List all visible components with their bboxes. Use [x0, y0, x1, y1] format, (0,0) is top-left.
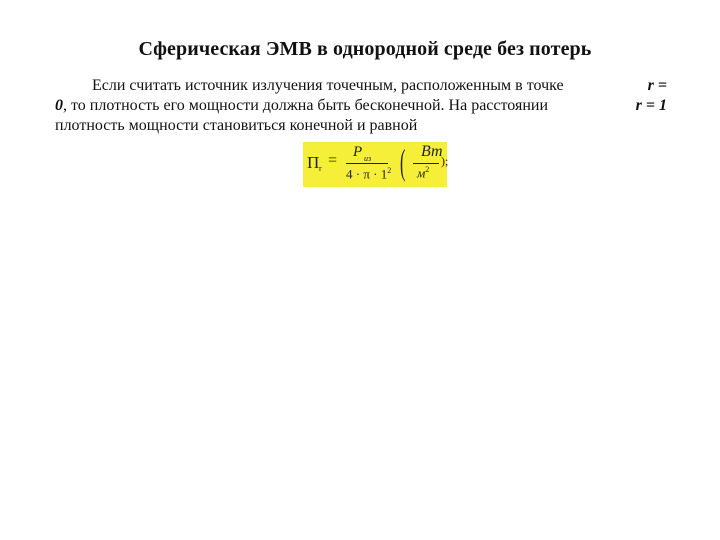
- formula-unit-numerator: Вт: [421, 143, 443, 160]
- line1-var: r =: [647, 77, 667, 94]
- formula-equals: =: [328, 152, 338, 169]
- line1-text: Если считать источник излучения точечным, расположенным в точке: [92, 77, 564, 94]
- slide-title: Сферическая ЭМВ в однородной среде без потерь: [138, 38, 592, 60]
- formula-denominator: [346, 166, 391, 182]
- paragraph-line-2: [55, 96, 667, 116]
- formula-unit-denominator: [417, 165, 429, 181]
- paragraph: [55, 76, 667, 136]
- formula-fraction-bar: [346, 163, 388, 164]
- formula-denominator-base: 4 · π · 1: [346, 166, 388, 182]
- formula-trailing: );: [441, 154, 449, 168]
- line2-var: 0: [55, 97, 63, 114]
- formula-denominator-exponent: 2: [387, 166, 392, 175]
- line2-start: [55, 96, 548, 116]
- formula-numerator-subscript: из: [364, 154, 372, 163]
- paragraph-line-1: [55, 76, 667, 96]
- formula-pi-symbol: Π: [307, 153, 320, 172]
- power-density-formula: [303, 142, 447, 187]
- formula-unit-denominator-base: м: [417, 165, 426, 181]
- line3-text: плотность мощности становиться конечной и равной: [55, 117, 418, 134]
- formula-unit-exponent: 2: [425, 165, 430, 174]
- formula-unit-paren: (: [400, 142, 406, 182]
- line2-text: , то плотность его мощности должна быть бесконечной. На расстоянии: [63, 97, 549, 114]
- formula-unit-bar: [413, 163, 439, 164]
- paragraph-line-3: [55, 116, 667, 136]
- line2-end: r = 1: [635, 97, 667, 114]
- formula-pi-subscript: r: [319, 164, 322, 173]
- formula-numerator: P: [353, 144, 363, 160]
